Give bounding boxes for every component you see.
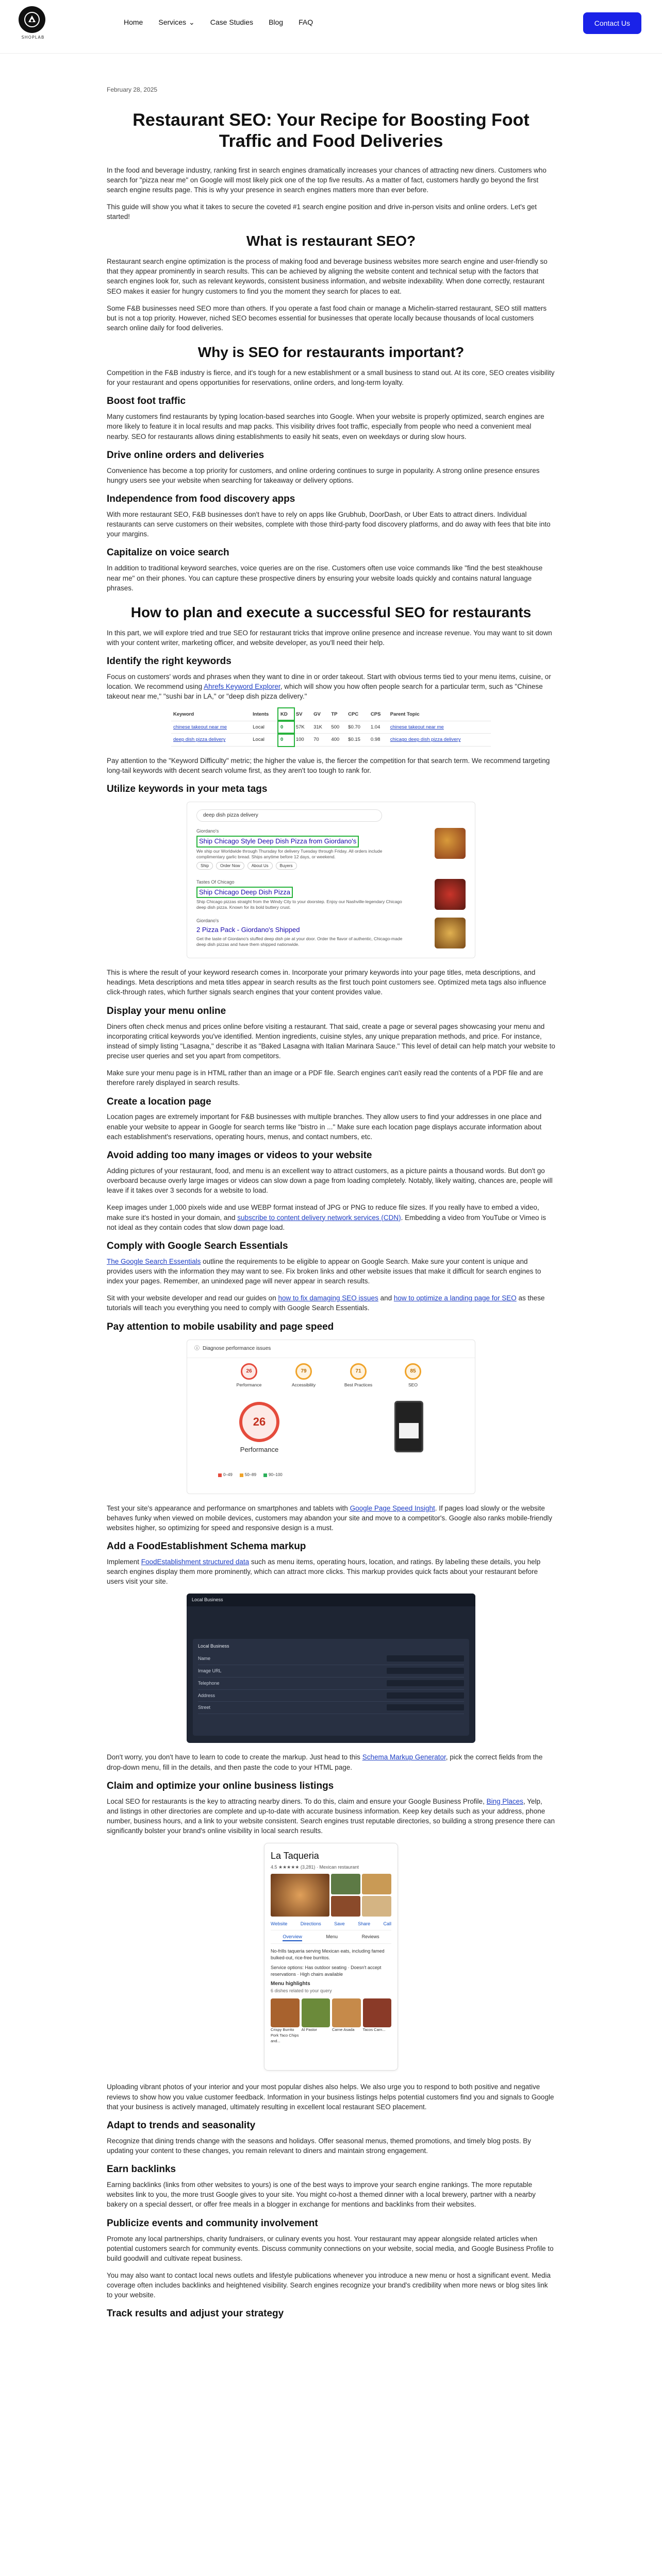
paragraph: Location pages are extremely important for F&B businesses with multiple branches. They allow users to find your addresses in one place and enable your website to appear in Google for search terms like "bistro in ..." Make sure each location page displays accurate information about each establishment's reservations, operating hours, menus, and contact numbers, etc.: [107, 1113, 542, 1141]
business-photos: [271, 1874, 391, 1917]
score-gauge: [343, 1363, 374, 1388]
paragraph: Some F&B businesses need SEO more than others. If you operate a fast food chain or manage a Michelin-starred restaurant, SEO still matters but is not a top priority. However, niched SEO becomes essential for businesses that operate locally because thousands of local customers search online daily for food deliveries.: [107, 304, 547, 332]
paragraph: Restaurant search engine optimization is the process of making food and beverage business websites more search engine and user-friendly so that they appear prominently in search results. This can be achieved by aligning the website content and technical setup with the factors that search engines look for, such as relevant keywords, consistent business information, and website indexability. When done correctly, restaurant SEO makes it easier for hungry customers to find you the moment they search for places to eat.: [107, 258, 548, 295]
nav-services-label: Services: [158, 18, 187, 26]
intro-paragraph: This guide will show you what it takes to secure the coveted #1 search engine position and drive in-person visits and online orders. Let's get started!: [107, 203, 537, 221]
tp-cell: 400: [329, 734, 346, 746]
serp-description: Get the taste of Giordano's stuffed deep dish pie at your door. Order the flavor of authentic, Chicago-made deep dish pizzas and have them shipped nationwide.: [196, 936, 403, 947]
schema-panel-title: Local Business: [198, 1643, 229, 1649]
nav-blog[interactable]: [269, 18, 283, 28]
intent-cell: Local: [251, 721, 278, 733]
business-tabs: [271, 1934, 391, 1944]
text: Don't worry, you don't have to learn to code to create the markup. Just head to this: [107, 1753, 362, 1761]
gauge-value: 85: [405, 1363, 421, 1380]
subheading: Earn backlinks: [107, 2164, 176, 2175]
schema-field-row: [198, 1665, 464, 1677]
parent-topic-link[interactable]: chinese takeout near me: [390, 724, 444, 730]
paragraph: In addition to traditional keyword searches, voice queries are on the rise. Customers often use voice commands like "find the best steakhouse near me" on their phones. You can capture these prospective diners by ensuring your website loads quickly and contains natural language phrases.: [107, 564, 543, 592]
google-search-essentials-link[interactable]: The Google Search Essentials: [107, 1257, 201, 1265]
text: Sit with your website developer and read our guides on: [107, 1294, 278, 1302]
text: Local SEO for restaurants is the key to attracting nearby diners. To do this, claim and ensure your Google Business Profile,: [107, 1797, 487, 1805]
serp-source: Giordano's: [196, 828, 219, 834]
dish-names: [271, 2027, 391, 2044]
google-business-profile-screenshot: [264, 1843, 398, 2071]
subheading: Comply with Google Search Essentials: [107, 1240, 288, 1251]
gv-cell: 70: [311, 734, 329, 746]
gauge-label: Accessibility: [291, 1382, 316, 1387]
share-action[interactable]: Share: [358, 1921, 371, 1926]
paragraph: Competition in the F&B industry is fierce, and it's tough for a new establishment or a small business to stand out. At its core, SEO creates visibility for your restaurant and opens opportunities for reservations, online orders, and long-term loyalty.: [107, 369, 555, 387]
table-row: [171, 721, 491, 733]
serp-description: Ship Chicago pizzas straight from the Windy City to your doorstep. Enjoy our Nashville-legendary Chicago deep dish pizza. Known for its bold buttery crust.: [196, 899, 402, 910]
schema-input[interactable]: [387, 1692, 464, 1699]
serp-chip: Buyers: [276, 862, 297, 870]
website-action[interactable]: Website: [271, 1921, 288, 1926]
schema-field-label: Telephone: [198, 1680, 220, 1686]
subheading: Add a FoodEstablishment Schema markup: [107, 1541, 306, 1552]
column-header: Intents: [251, 708, 278, 721]
serp-chip: Order Now: [216, 862, 244, 870]
paragraph: Convenience has become a top priority for customers, and online ordering continues to surge in popularity. A strong online presence ensures hungry users see your website when searching for takeaway or delivery options.: [107, 466, 540, 484]
schema-input[interactable]: [387, 1704, 464, 1710]
paragraph: [107, 672, 555, 701]
gauge-value: 79: [295, 1363, 312, 1380]
subheading: Capitalize on voice search: [107, 547, 229, 558]
phone-preview: [394, 1401, 423, 1452]
subheading: Utilize keywords in your meta tags: [107, 784, 268, 795]
kd-cell: 0: [278, 734, 294, 746]
dish-photo[interactable]: [271, 1998, 300, 2027]
serp-screenshot: [187, 802, 475, 958]
post-date: February 28, 2025: [107, 86, 158, 93]
paragraph: [107, 1797, 555, 1836]
cpc-cell: $0.70: [346, 721, 369, 733]
schema-field-row: [198, 1677, 464, 1690]
pizza-thumbnail: [435, 918, 466, 948]
serp-result: [196, 879, 466, 910]
pagespeed-screenshot: [187, 1340, 475, 1494]
serp-result: [196, 918, 466, 948]
column-header: TP: [329, 708, 346, 721]
business-actions: [271, 1921, 391, 1931]
subheading: Adapt to trends and seasonality: [107, 2120, 256, 2131]
subheading: Independence from food discovery apps: [107, 494, 295, 505]
chevron-down-icon: ⌄: [189, 18, 195, 26]
photo: [331, 1874, 360, 1894]
page-speed-insight-link[interactable]: Google Page Speed Insight: [350, 1504, 435, 1512]
main-nav: [124, 18, 313, 28]
schema-top-bar: Local Business: [187, 1594, 475, 1606]
serp-source: Giordano's: [196, 918, 219, 924]
text: Keep images under 1,000 pixels wide and use WEBP format instead of JPG or PNG to reduce file sizes. If you really have to embed a video, make sure it's hosted in your domain, and: [107, 1204, 539, 1222]
paragraph: Recognize that dining trends change with the seasons and holidays. Offer seasonal menus, themed promotions, and timely blog posts. By updating your content to these changes, you remain relevant to diners and maintain strong engagement.: [107, 2137, 531, 2155]
directions-action[interactable]: Directions: [300, 1921, 321, 1926]
serp-title: 2 Pizza Pack - Giordano's Shipped: [196, 926, 300, 934]
info-icon: ⓘ: [194, 1345, 200, 1351]
keyword-table: [171, 708, 491, 746]
subheading: Create a location page: [107, 1096, 211, 1107]
paragraph: [107, 1752, 555, 1772]
dish-photo[interactable]: [332, 1998, 361, 2027]
pizza-thumbnail: [435, 828, 466, 859]
cpc-cell: $0.15: [346, 734, 369, 746]
section-heading: How to plan and execute a successful SEO for restaurants: [130, 604, 532, 620]
menu-highlights-subtitle: 6 dishes related to your query: [271, 1988, 332, 1994]
photo: [331, 1896, 360, 1917]
score-legend: [218, 1472, 283, 1478]
schema-markup-generator-link[interactable]: Schema Markup Generator: [362, 1753, 446, 1761]
column-header: CPC: [346, 708, 369, 721]
text: , Yelp, and listings in other directories are complete and up-to-date with accurate business information. Keep key details such as your address, phone number, business hours, and a link to your website consistent. Search engines trust reputable directories, so building a strong presence there can significantly bolster your brand's online visibility in local search results.: [107, 1797, 555, 1835]
paragraph: With more restaurant SEO, F&B businesses don't have to rely on apps like Grubhub, DoorDash, or Uber Eats to attract diners. Individual restaurants can serve customers on their websites, complete with those third-party food discovery platforms, and do away with fees that bite into your margins.: [107, 511, 551, 538]
schema-field-label: Name: [198, 1656, 211, 1662]
subheading: Pay attention to mobile usability and page speed: [107, 1321, 334, 1332]
nav-blog-label: Blog: [269, 18, 284, 26]
site-header: [0, 0, 662, 54]
table-header-row: [171, 708, 491, 721]
psi-gauges: [187, 1363, 475, 1388]
business-rating: 4.5 ★★★★★ (3,281) · Mexican restaurant: [271, 1864, 359, 1870]
schema-input[interactable]: [387, 1680, 464, 1686]
gauge-label: Performance: [236, 1382, 262, 1387]
legend-item: [240, 1472, 256, 1478]
subheading: Boost foot traffic: [107, 396, 186, 407]
logo-text: SHOPLAB: [21, 35, 45, 40]
column-header: Keyword: [171, 708, 251, 721]
performance-gauge: [223, 1402, 295, 1454]
nav-case-studies[interactable]: [210, 18, 253, 28]
subheading: Track results and adjust your strategy: [107, 2308, 284, 2319]
text: . Embedding a video from YouTube or Vimeo is not ideal as they contain codes that slow down page load.: [107, 1213, 547, 1231]
subheading: Identify the right keywords: [107, 655, 231, 667]
score-gauge: [398, 1363, 428, 1388]
text: Test your site's appearance and performance on smartphones and tablets with: [107, 1504, 350, 1512]
keyword-link[interactable]: chinese takeout near me: [173, 724, 227, 730]
text: , which will show you how often people search for a particular term, such as "Chinese takeout near me," "sushi bar in LA," or "deep dish pizza delivery.": [107, 683, 543, 701]
nav-case-studies-label: Case Studies: [210, 18, 254, 26]
psi-header: [187, 1340, 475, 1358]
dish-photo[interactable]: [363, 1998, 392, 2027]
optimize-landing-page-link[interactable]: how to optimize a landing page for SEO: [393, 1294, 517, 1302]
ahrefs-keyword-explorer-link[interactable]: Ahrefs Keyword Explorer: [204, 683, 280, 691]
dish-name: Tacos Carn...: [362, 2027, 386, 2032]
serp-search-box: deep dish pizza delivery: [196, 809, 382, 822]
paragraph: [107, 1503, 555, 1533]
column-header: KD: [278, 708, 294, 721]
photo: [271, 1874, 329, 1917]
serp-title: Ship Chicago Style Deep Dish Pizza from Giordano's: [196, 836, 359, 847]
photo: [362, 1896, 391, 1917]
serp-title: Ship Chicago Deep Dish Pizza: [196, 887, 293, 898]
contact-us-button[interactable]: Contact Us: [583, 12, 641, 34]
column-header: SV: [294, 708, 311, 721]
psi-header-label: Diagnose performance issues: [203, 1345, 271, 1351]
score-gauge: [234, 1363, 264, 1388]
business-blurb: No-frills taqueria serving Mexican eats, including famed bulked-out, rice-free burritos.: [271, 1948, 385, 1960]
serp-chip: About Us: [247, 862, 273, 870]
save-action[interactable]: Save: [334, 1921, 345, 1926]
schema-field-label: Address: [198, 1692, 216, 1698]
business-name: La Taqueria: [271, 1851, 319, 1861]
nav-services[interactable]: [158, 18, 194, 28]
dish-name: Crispy Burrito Pork Taco Chips and...: [271, 2027, 299, 2043]
paragraph: You may also want to contact local news outlets and lifestyle publications whenever you introduce a new menu or host a significant event. Media coverage often includes backlinks and heightened visibility. Search engines recognize your brand's credibility when more news or blog sites link to your website.: [107, 2272, 551, 2299]
serp-source: Tastes Of Chicago: [196, 879, 235, 885]
tab-reviews[interactable]: Reviews: [361, 1934, 379, 1940]
paragraph: Diners often check menus and prices online before visiting a restaurant. That said, create a page or several pages showcasing your menu and incorporating critical keywords you've identified. Mention ingredients, cuisine styles, any unique preparation methods, and price. For instance, instead of simply listing "Lasagna," describe it as "Baked Lasagna with Italian Marinara Sauce." This level of detail can help match your website to precise user queries and set you apart from competitors.: [107, 1022, 555, 1060]
sv-cell: 57K: [294, 721, 311, 733]
paragraph: In this part, we will explore tried and true SEO for restaurant tricks that improve online presence and increase revenue. You may want to sit down with your content writer, marketing officer, and website developer, as you'll need their help.: [107, 629, 552, 647]
score-gauge: [288, 1363, 319, 1388]
paragraph: Make sure your menu page is in HTML rather than an image or a PDF file. Search engines can't easily read the contents of a PDF file and are therefore rarely displayed in search results.: [107, 1069, 543, 1087]
schema-field-row: [198, 1653, 464, 1665]
photo: [362, 1874, 391, 1894]
intent-cell: Local: [251, 734, 278, 746]
dish-photos: [271, 1998, 391, 2027]
paragraph: Pay attention to the "Keyword Difficulty" metric; the higher the value is, the fiercer the competition for that search term. We recommend targeting long-tail keywords with decent search volume first, as they aren't too tough to rank for.: [107, 756, 550, 775]
cps-cell: 0.98: [369, 734, 388, 746]
schema-panel: [193, 1639, 469, 1736]
paragraph: [107, 1557, 555, 1586]
column-header: GV: [311, 708, 329, 721]
schema-generator-screenshot: [187, 1594, 475, 1743]
service-options: Service options: Has outdoor seating · Doesn't accept reservations · High chairs available: [271, 1964, 382, 1977]
paragraph: [107, 1293, 555, 1313]
tp-cell: 500: [329, 721, 346, 733]
text: such as menu items, operating hours, location, and ratings. By labeling these details, you help search engines display them more prominently, which can attract more clicks. This markup provides quick facts about your restaurant before users visit your site.: [107, 1558, 541, 1586]
fix-seo-issues-link[interactable]: how to fix damaging SEO issues: [278, 1294, 378, 1302]
serp-result: [196, 828, 466, 872]
call-action[interactable]: Call: [383, 1921, 391, 1926]
column-header: Parent Topic: [388, 708, 491, 721]
text: . If pages load slowly or the website behaves funky when viewed on mobile devices, customers may abandon your site and move to a competitor's. Google also ranks mobile-friendly websites higher, so optimizing for speed and responsive design is a must.: [107, 1504, 553, 1532]
paragraph: Adding pictures of your restaurant, food, and menu is an excellent way to attract customers, as a picture paints a thousand words. But don't go overboard because overly large images or videos can slow down a page from loading completely. Notably, likely waiting, chances are, people will leave if it takes over 3 seconds for a website to load.: [107, 1166, 553, 1195]
performance-score: 26: [239, 1402, 279, 1442]
text: Implement: [107, 1558, 141, 1566]
paragraph: Many customers find restaurants by typing location-based searches into Google. When your website is properly optimized, search engines are more likely to feature it in local results and map packs. This visibility drives foot traffic, especially from people who need a convenient meal nearby. SEO for restaurants allows dining establishments to easily hit seats, even on weekdays or during slow hours.: [107, 413, 544, 440]
section-heading: What is restaurant SEO?: [246, 233, 416, 249]
keyword-link[interactable]: deep dish pizza delivery: [173, 737, 226, 743]
sv-cell: 100: [294, 734, 311, 746]
intro-paragraph: In the food and beverage industry, ranking first in search engines dramatically increases your chances of attracting new diners. Customers who search for "pizza near me" on Google will most likely pick one of the top five results. As a matter of fact, customers hardly go beyond the first search engine results page. This is why your presence in search engines matters more than ever before.: [107, 166, 547, 194]
nav-faq[interactable]: [299, 18, 313, 28]
subheading: Publicize events and community involvement: [107, 2217, 318, 2229]
parent-topic-link[interactable]: chicago deep dish pizza delivery: [390, 737, 461, 743]
table-row: [171, 734, 491, 746]
schema-field-label: Image URL: [198, 1668, 222, 1674]
cdn-link[interactable]: subscribe to content delivery network services (CDN): [237, 1213, 401, 1222]
legend-label: 0–49: [223, 1472, 233, 1478]
gauge-value: 26: [241, 1363, 257, 1380]
schema-input[interactable]: [387, 1668, 464, 1674]
kd-cell: 0: [278, 721, 294, 733]
legend-label: 90–100: [269, 1472, 283, 1478]
gauge-value: 71: [350, 1363, 367, 1380]
paragraph: [107, 1257, 555, 1286]
text: and: [378, 1294, 394, 1302]
subheading: Display your menu online: [107, 1005, 226, 1016]
pizza-thumbnail: [435, 879, 466, 910]
article-title: Restaurant SEO: Your Recipe for Boosting Foot Traffic and Food Deliveries: [133, 110, 529, 151]
serp-chip: Ship: [196, 862, 213, 870]
paragraph: Promote any local partnerships, charity fundraisers, or culinary events you host. Your restaurant may appear alongside related articles when potential customers search for community events. Discuss community connections on your website, social media, and Google Business Profile to build goodwill and cultivate repeat business.: [107, 2234, 554, 2262]
nav-faq-label: FAQ: [299, 18, 313, 26]
dish-name: Carne Asada: [332, 2027, 355, 2032]
subheading: Drive online orders and deliveries: [107, 449, 264, 461]
cps-cell: 1.04: [369, 721, 388, 733]
bing-places-link[interactable]: Bing Places: [486, 1797, 523, 1805]
article: [107, 86, 555, 2324]
tab-menu[interactable]: Menu: [326, 1934, 338, 1940]
subheading: Avoid adding too many images or videos to your website: [107, 1149, 372, 1161]
paragraph: Earning backlinks (links from other websites to yours) is one of the best ways to improve your search engine rankings. The more reputable websites link to you, the more trust Google gives to your site. You might co-host a themed dinner with a local brewery, partner with a nearby bakery on a special dessert, or offer free meals in a blogger in exchange for mentions and backlinks from their websites.: [107, 2181, 536, 2209]
text: outline the requirements to be eligible to appear on Google Search. Make sure your content is unique and provides users with the information they may want to see. Fix broken links and other website issues that make it difficult for search engines to index your pages. Remember, an unindexed page will never appear in search results.: [107, 1257, 541, 1285]
site-logo[interactable]: [19, 6, 47, 43]
section-heading: Why is SEO for restaurants important?: [197, 344, 465, 361]
paragraph: This is where the result of your keyword research comes in. Incorporate your primary keywords into your page titles, meta descriptions, and headings. Meta descriptions and meta titles appear in search results as the first touch point customers see. Optimized meta tags also influence click-through rates, which further signals search engines that your content provides value.: [107, 969, 547, 996]
gv-cell: 31K: [311, 721, 329, 733]
schema-field-label: Street: [198, 1705, 211, 1710]
performance-label: Performance: [240, 1445, 279, 1453]
paragraph: [107, 1202, 555, 1232]
gauge-label: Best Practices: [344, 1382, 373, 1387]
legend-item: [263, 1472, 283, 1478]
text: , pick the correct fields from the drop-down menu, fill in the details, and then paste the code to your HTML page.: [107, 1753, 543, 1771]
serp-description: We ship our Worldwide through Thursday for delivery Tuesday through Friday. All orders include complimentary garlic bread. Ships anytime before 12 days, or weekend.: [196, 848, 383, 859]
legend-item: [218, 1472, 233, 1478]
tab-overview[interactable]: Overview: [283, 1934, 302, 1941]
structured-data-link[interactable]: FoodEstablishment structured data: [141, 1558, 250, 1566]
gauge-label: SEO: [408, 1382, 418, 1387]
text: Focus on customers' words and phrases when they want to dine in or order takeout. Start with obvious terms tied to your menu items, cuisine, or location. We recommend using: [107, 672, 551, 691]
dish-photo[interactable]: [302, 1998, 330, 2027]
schema-field-row: [198, 1702, 464, 1714]
nav-home-label: Home: [124, 18, 143, 26]
dish-name: Al Pastor: [301, 2027, 317, 2032]
legend-label: 50–89: [244, 1472, 257, 1478]
column-header: CPS: [369, 708, 388, 721]
schema-field-row: [198, 1690, 464, 1702]
text: as these tutorials will teach you everything you need to comply with Google Search Essentials.: [107, 1294, 545, 1312]
nav-home[interactable]: [124, 18, 143, 28]
subheading: Claim and optimize your online business listings: [107, 1780, 334, 1791]
paragraph: Uploading vibrant photos of your interior and your most popular dishes also helps. We also urge you to respond to both positive and negative reviews to show how you value customer feedback. Information in your business listings helps potential customers find you and signals to Google that your business is actively managed, ultimately resulting in excellent local restaurant SEO placement.: [107, 2083, 554, 2111]
schema-input[interactable]: [387, 1655, 464, 1662]
menu-highlights-title: Menu highlights: [271, 1981, 310, 1987]
logo-icon: [19, 6, 45, 33]
